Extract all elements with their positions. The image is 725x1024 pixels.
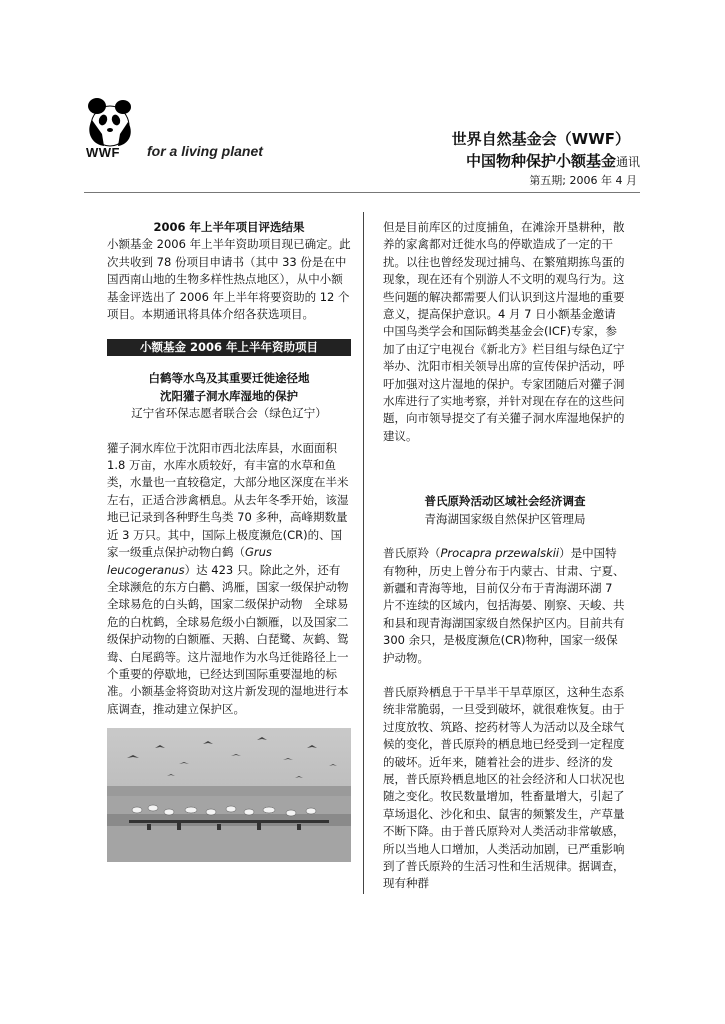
left-column [107, 219, 360, 868]
spacer [383, 445, 627, 493]
project2-p1-part-a: 普氏原羚（ [383, 546, 441, 561]
spacer [383, 667, 627, 684]
cranes-wetland-photo [107, 728, 351, 862]
project1-title-line1: 白鹤等水鸟及其重要迁徙途径地 [148, 371, 310, 386]
project2-p1-part-b: ）是中国特有物种，历史上曾分布于内蒙古、甘肃、宁夏、新疆和青海等地，目前仅分布于青海湖环湖 7 片不连续的区域内，包括海晏、刚察、天峻、共和县和现青海湖国家级自然保护区内。目前共有 300 余只，是极度濒危(CR)物种，国家一级保护动物。 [383, 546, 625, 665]
latin-name-procapra: Procapra przewalskii [440, 546, 560, 561]
section-band: 小额基金 2006 年上半年资助项目 [107, 339, 351, 356]
newsletter-title-suffix: 通讯 [615, 155, 640, 169]
project2-paragraph2: 普氏原羚栖息于干旱半干旱草原区，这种生态系统非常脆弱，一旦受到破坏，就很难恢复。由于过度放牧、筑路、挖药材等人为活动以及全球气候的变化，普氏原羚的栖息地已经受到一定程度的破坏。近年来，随着社会的进步、经济的发展，普氏原羚栖息地区的社会经济和人口状况也随之变化。牧民数量增加，牲畜量增大，引起了草场退化、沙化和虫、鼠害的频繁发生，产草量不断下降。由于普氏原羚对人类活动非常敏感，所以当地人口增加，人类活动加剧，已严重影响到了普氏原羚的生活习性和生活规律。据调查，现有种群 [383, 684, 625, 891]
section-heading: 2006 年上半年项目评选结果 [153, 220, 305, 234]
wwf-panda-logo-icon [84, 96, 134, 148]
project1-body [107, 440, 360, 719]
right-column [383, 219, 627, 893]
wwf-wordmark: WWF [86, 145, 120, 160]
spacer [383, 528, 627, 545]
project1-title-line2: 沈阳獾子洞水库湿地的保护 [160, 388, 298, 403]
continued-paragraph: 但是目前库区的过度捕鱼，在滩涂开垦耕种，散养的家禽都对迁徙水鸟的停歇造成了一定的干扰。以往也曾经发现过捕鸟、在繁殖期拣鸟蛋的现象，现在还有个别游人不文明的观鸟行为。这些问题的解决都需要人们认识到这片湿地的重要意义，提高保护意识。4 月 7 日小额基金邀请中国鸟类学会和国际鹤类基金会(ICF)专家，参加了由辽宁电视台《新北方》栏目组与绿色辽宁举办、沈阳市相关领导出席的宣传保护活动，呼吁加强对这片湿地的保护。专家团随后对獾子洞水库进行了实地考察，并针对现在存在的这些问题，向市领导提交了有关獾子洞水库湿地保护的建议。 [383, 220, 625, 443]
intro-paragraph: 小额基金 2006 年上半年资助项目现已确定。此次共收到 78 份项目申请书（其中 33 份是在中国西南山地的生物多样性热点地区），从中小额基金评选出了 2006 年上半年将要资助的 12 个项目。本期通讯将具体介绍各获选项目。 [107, 237, 351, 322]
issue-date: 第五期; 2006 年 4 月 [529, 174, 637, 187]
newsletter-title-org: 世界自然基金会（WWF） [451, 130, 630, 148]
project1-body-part-a: 獾子洞水库位于沈阳市西北法库县，水面面积 1.8 万亩，水库水质较好，有丰富的水草和鱼类，水量也一直较稳定，大部分地区深度在半米左右，正适合涉禽栖息。从去年冬季开始，该湿地已记录到各种野生鸟类 70 多种，高峰期数量近 3 万只。其中，国际上极度濒危(CR)的、国家一级重点保护动物白鹤（ [107, 440, 349, 560]
newsletter-title-main: 中国物种保护小额基金 [465, 152, 616, 170]
project2-paragraph1 [383, 545, 627, 667]
latin-name-grus: Grus leucogeranus [107, 545, 272, 577]
header-divider [84, 192, 640, 193]
project1-body-part-b: ）达 423 只。除此之外，还有全球濒危的东方白鹳、鸿雁，国家一级保护动物 全球易危的白头鹤，国家二级保护动物 全球易危的白枕鹤，全球易危级小白额雁，以及国家二级保护动物的白额雁、天鹅、白琵鹭、灰鹤、鸳鸯、白尾鹞等。这片湿地作为水鸟迁徙路径上一个重要的停歇地，已经达到国际重要湿地的标准。小额基金将资助对这片新发现的湿地进行本底调查，推动建立保护区。 [107, 562, 360, 716]
spacer [107, 423, 351, 440]
project2-org: 青海湖国家级自然保护区管理局 [424, 511, 586, 526]
column-divider [363, 212, 364, 894]
project1-org: 辽宁省环保志愿者联合会（绿色辽宁） [131, 406, 327, 421]
project2-title: 普氏原羚活动区域社会经济调查 [424, 494, 586, 509]
tagline: for a living planet [147, 143, 263, 159]
newsletter-title [466, 150, 640, 171]
